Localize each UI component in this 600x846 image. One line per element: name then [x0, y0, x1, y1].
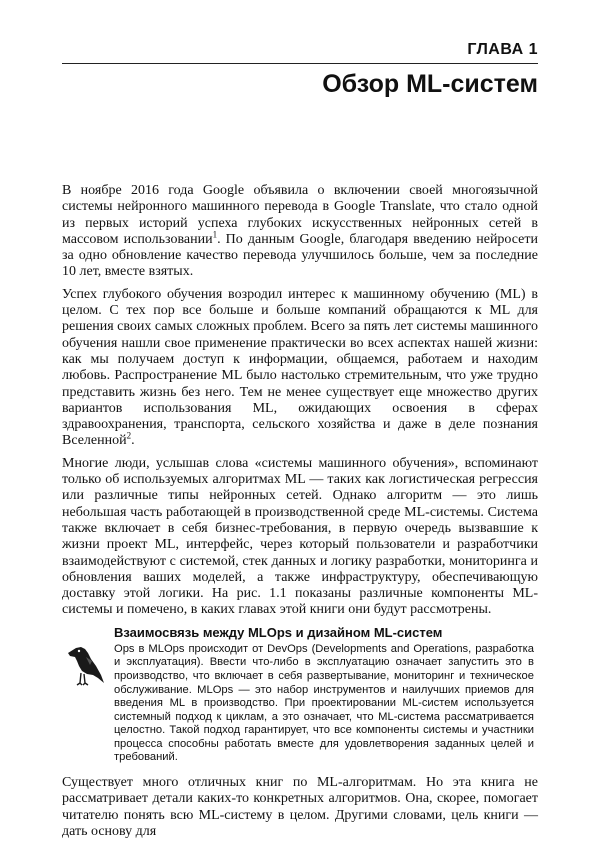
note-box: [62, 625, 538, 765]
paragraph-3: [62, 456, 538, 619]
footnote-ref-1[interactable]: 1: [212, 229, 218, 240]
note-text: Ops в MLOps происходит от DevOps (Developments and Operations, разработка и эксплуатация). Ввести что-либо в эксплуатацию означает запустить это в производство, что включает в себя развертывание, мониторинг и техническое обслуживание. MLOps — это набор инструментов и наилучших приемов для введения ML в производство. При проектировании ML-систем используется системный подход к циклам, а это означает, что ML-система рассматривается целостно. Такой подход гарантирует, что все компоненты системы и участники процесса способны работать вместе для удовлетворения заданных целей и требований.: [114, 642, 534, 764]
crow-icon-graphic: [62, 639, 106, 687]
paragraph-2: [62, 287, 538, 450]
paragraph-text: В ноябре 2016 года Google объявила о включении своей многоязычной системы нейронного машинного перевода в Google Translate, что стало одной из первых историй успеха глубоких искусственных нейронных сетей в массовом использовании: [62, 183, 538, 247]
chapter-title: Обзор ML-систем: [322, 70, 538, 98]
note-title: Взаимосвязь между MLOps и дизайном ML-систем: [114, 624, 443, 640]
chapter-label: ГЛАВА 1: [467, 41, 538, 58]
note-content: [110, 625, 538, 765]
chapter-rule: [62, 63, 538, 64]
paragraph-text: . По данным Google, благодаря введению нейросети за одно обновление качество перевода улучшилось больше, чем за последние 10 лет, вместе взятых.: [62, 231, 538, 280]
paragraph-text: .: [131, 433, 135, 449]
paragraph-text: Многие люди, услышав слова «системы машинного обучения», вспоминают только об используемых алгоритмах ML — таких как логистическая регрессия или различные типы нейронных сетей. Однако алгоритм — это лишь небольшая часть работающей в производственной среде ML-системы. Система также включает в себя бизнес-требования, в первую очередь вызвавшие к жизни проект ML, интерфейс, через который пользователи и разработчики взаимодействуют с системой, стек данных и логику разработки, мониторинга и обновления ваших моделей, а также инфраструктуру, обеспечивающую доставку этой логики. На рис. 1.1 показаны различные компоненты ML-системы и помечено, в каких главах этой книги они будут рассмотрены.: [62, 455, 538, 618]
paragraph-1: [62, 183, 538, 281]
paragraph-text: Успех глубокого обучения возродил интерес к машинному обучению (ML) в целом. С тех пор все больше и больше компаний обращаются к ML для решения своих самых сложных проблем. Всего за пять лет системы машинного обучения нашли свое применение практически во всех аспектах нашей жизни: как мы получаем доступ к информации, общаемся, работаем и находим любовь. Распространение ML было настолько стремительным, что уже трудно представить жизнь без него. Тем не менее существует еще множество других вариантов использования ML, ожидающих освоения в сферах здравоохранения, транспорта, сельского хозяйства и даже в деле познания Вселенной: [62, 286, 538, 449]
paragraph-4: Существует много отличных книг по ML-алгоритмам. Но эта книга не рассматривает детали каких-то конкретных алгоритмов. Она, скорее, помогает читателю понять всю ML-систему в целом. Другими словами, цель книги — дать основу для: [62, 775, 538, 839]
crow-icon: [62, 625, 110, 765]
chapter-body: [62, 183, 538, 846]
footnote-ref-2[interactable]: 2: [126, 430, 132, 441]
